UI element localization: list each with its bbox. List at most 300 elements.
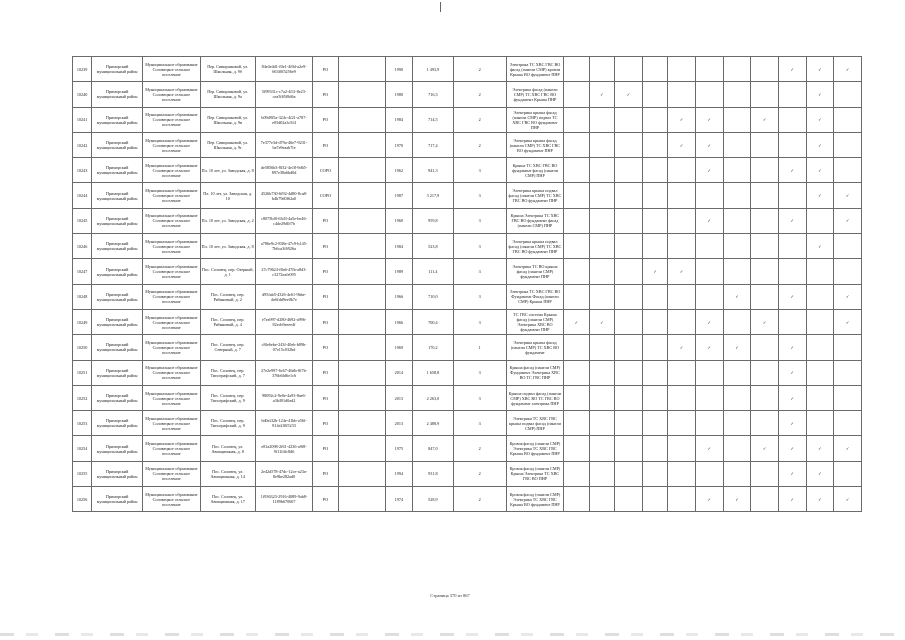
blank-cell (338, 259, 385, 284)
address-cell: Пер. Сивиршковой, ул. Школьная, д. 9а (200, 82, 255, 107)
empty-check-cell (778, 82, 806, 107)
empty-check-cell (615, 284, 643, 309)
empty-check-cell (751, 158, 779, 183)
type-cell: РО (313, 411, 339, 436)
empty-check-cell (778, 183, 806, 208)
checkmark-icon: ✓ (778, 208, 806, 233)
checkmark-icon: ✓ (778, 487, 806, 512)
guid-cell: de5856b3-8f32-4e18-9d65-897e38a6bd0d (255, 158, 312, 183)
settlement-cell: Муниципальное образование Соловецкое сельское поселение (143, 234, 200, 259)
guid-cell: b09d9f5a-324c-4f21-a787-e05d02a3c5f4 (255, 107, 312, 132)
row-id: 10241 (73, 107, 92, 132)
area-cell: 2 263,0 (413, 385, 453, 410)
empty-check-cell (564, 82, 590, 107)
type-cell: РО (313, 259, 339, 284)
checkmark-icon: ✓ (834, 436, 862, 461)
floors-cell: 3 (453, 158, 506, 183)
floors-cell: 3 (453, 208, 506, 233)
blank-cell (338, 82, 385, 107)
empty-check-cell (668, 284, 696, 309)
row-id: 10245 (73, 208, 92, 233)
checkmark-icon: ✓ (778, 360, 806, 385)
empty-check-cell (589, 132, 615, 157)
checkmark-icon: ✓ (806, 132, 834, 157)
empty-check-cell (834, 360, 862, 385)
empty-check-cell (668, 82, 696, 107)
empty-check-cell (564, 487, 590, 512)
table-row (73, 183, 862, 208)
defects-cell: Электрика крыша подвал фасад (панели СМР) ТС ХВС ГВС ВО фундамент ПНР (506, 234, 563, 259)
area-cell: 714,5 (413, 107, 453, 132)
empty-check-cell (751, 132, 779, 157)
empty-check-cell (751, 234, 779, 259)
row-id: 10249 (73, 309, 92, 334)
checkmark-icon: ✓ (695, 158, 723, 183)
type-cell: РО (313, 107, 339, 132)
empty-check-cell (668, 436, 696, 461)
floors-cell: 2 (453, 436, 506, 461)
empty-check-cell (589, 411, 615, 436)
checkmark-icon: ✓ (834, 208, 862, 233)
guid-cell: 2e42d578-47dc-12ce-a23a-8e9be282ad0 (255, 461, 312, 486)
checkmark-icon: ✓ (778, 158, 806, 183)
row-id: 10239 (73, 57, 92, 82)
empty-check-cell (806, 335, 834, 360)
empty-check-cell (723, 461, 751, 486)
district-cell: Приморский муниципальный район (92, 487, 143, 512)
type-cell: РО (313, 208, 339, 233)
empty-check-cell (806, 385, 834, 410)
empty-check-cell (695, 234, 723, 259)
guid-cell: 4526b730-6f92-4d80-8ca8-b4b79d0f62a0 (255, 183, 312, 208)
area-cell: 2 488,9 (413, 411, 453, 436)
checkmark-icon: ✓ (778, 461, 806, 486)
blank-cell (338, 284, 385, 309)
floors-cell: 2 (453, 461, 506, 486)
address-cell: Пос. Соловец, пер. Озерный, д. 1 (200, 259, 255, 284)
floors-cell: 3 (453, 234, 506, 259)
empty-check-cell (564, 461, 590, 486)
empty-check-cell (642, 461, 668, 486)
row-id: 10250 (73, 335, 92, 360)
empty-check-cell (668, 158, 696, 183)
checkmark-icon: ✓ (778, 411, 806, 436)
scan-edge-artifact (0, 633, 905, 636)
checkmark-icon: ✓ (751, 107, 779, 132)
table-row (73, 82, 862, 107)
empty-check-cell (751, 335, 779, 360)
settlement-cell: Муниципальное образование Соловецкое сельское поселение (143, 57, 200, 82)
address-cell: Пос. Соловец, ул. Авиационная, д. 17 (200, 487, 255, 512)
defects-cell: Кровля фасад (панели СМР) Крыша Электрика ТС ХВС ГВС ВО ПНР (506, 461, 563, 486)
address-cell: Пл. 10 лет, ул. Заводская, д. 8 (200, 158, 255, 183)
guid-cell: 6d0e2f2b-124e-41bb-a56f-814e2f0f5233 (255, 411, 312, 436)
checkmark-icon: ✓ (695, 107, 723, 132)
blank-cell (338, 208, 385, 233)
address-cell: Пос. Соловец, ул. Авиационная, д. 14 (200, 461, 255, 486)
year-cell: 1994 (385, 461, 413, 486)
defects-cell: Электрика крыша фасад (панели СМР) подвал ТС ХВС ГВС ВО фундамент ПНР (506, 107, 563, 132)
floors-cell: 3 (453, 385, 506, 410)
blank-cell (338, 436, 385, 461)
address-cell: Пос. Соловец, пер. Типографский, д. 9 (200, 385, 255, 410)
floors-cell: 3 (453, 309, 506, 334)
checkmark-icon: ✓ (834, 57, 862, 82)
checkmark-icon: ✓ (695, 309, 723, 334)
empty-check-cell (642, 411, 668, 436)
checkmark-icon: ✓ (778, 436, 806, 461)
empty-check-cell (642, 335, 668, 360)
empty-check-cell (723, 208, 751, 233)
defects-cell: ТС ГВС система Крыша фасад (панели СМР) Электрика ХВС ВО фундамент ПНР (506, 309, 563, 334)
address-cell: Пос. Соловец, ул. Авиационная, д. 8 (200, 436, 255, 461)
empty-check-cell (615, 461, 643, 486)
row-id: 10251 (73, 360, 92, 385)
floors-cell: 3 (453, 360, 506, 385)
year-cell: 1966 (385, 284, 413, 309)
row-id: 10247 (73, 259, 92, 284)
area-cell: 523,8 (413, 234, 453, 259)
area-cell: 931,8 (413, 461, 453, 486)
checkmark-icon: ✓ (723, 487, 751, 512)
empty-check-cell (751, 461, 779, 486)
address-cell: Пл. 10 лет, ул. Заводская, д. 8 (200, 234, 255, 259)
empty-check-cell (564, 183, 590, 208)
floors-cell: 2 (453, 82, 506, 107)
checkmark-icon: ✓ (806, 107, 834, 132)
type-cell: РО (313, 461, 339, 486)
empty-check-cell (589, 57, 615, 82)
defects-cell: Кровля фасад (панели СМР) Электрика ТС ХВС ГВС Крыша ВО фундамент ПНР (506, 436, 563, 461)
guid-cell: c8fe6ebe-243f-40eb-b89b-07e15c032bd (255, 335, 312, 360)
empty-check-cell (834, 335, 862, 360)
defects-cell: Крыша ТС ХВС ГВС ВО фундамент фасад (панели СМР) ПНР (506, 158, 563, 183)
binding-mark (440, 2, 441, 12)
type-cell: РО (313, 385, 339, 410)
settlement-cell: Муниципальное образование Соловецкое сельское поселение (143, 107, 200, 132)
settlement-cell: Муниципальное образование Соловецкое сельское поселение (143, 183, 200, 208)
blank-cell (338, 487, 385, 512)
row-id: 10255 (73, 461, 92, 486)
guid-cell: a786e9c2-838e-47c9-b145-7b6ca3f6926a (255, 234, 312, 259)
checkmark-icon: ✓ (806, 436, 834, 461)
empty-check-cell (834, 461, 862, 486)
year-cell: 2013 (385, 411, 413, 436)
checkmark-icon: ✓ (806, 158, 834, 183)
year-cell: 1960 (385, 208, 413, 233)
empty-check-cell (668, 461, 696, 486)
empty-check-cell (615, 436, 643, 461)
table-row (73, 385, 862, 410)
empty-check-cell (695, 183, 723, 208)
empty-check-cell (806, 259, 834, 284)
empty-check-cell (564, 107, 590, 132)
district-cell: Приморский муниципальный район (92, 259, 143, 284)
guid-cell: d95fab5-4326-4e61-9bbe-de6fdd9ee0b7e (255, 284, 312, 309)
empty-check-cell (589, 158, 615, 183)
settlement-cell: Муниципальное образование Соловецкое сельское поселение (143, 436, 200, 461)
blank-cell (338, 461, 385, 486)
guid-cell: 98092c2-9e0e-4a93-8ae6-a3b491d0ad2 (255, 385, 312, 410)
defects-cell: Кровля фасад (панели СМР) Электрика ТС ХВС ГВС Крыша ВО фундамент ПНР (506, 487, 563, 512)
area-cell: 959,8 (413, 208, 453, 233)
empty-check-cell (615, 259, 643, 284)
empty-check-cell (615, 208, 643, 233)
empty-check-cell (695, 461, 723, 486)
address-cell: Пос. Соловец, пер. Рябиновый, д. 2 (200, 284, 255, 309)
guid-cell: e81a2098-2f61-4236-a9f8-9f11f4fc8d6 (255, 436, 312, 461)
empty-check-cell (834, 107, 862, 132)
checkmark-icon: ✓ (806, 57, 834, 82)
checkmark-icon: ✓ (615, 82, 643, 107)
empty-check-cell (589, 335, 615, 360)
defects-cell: Крыша подвал фасад (панели СМР) ХВС ВО ТС ГВС ВО фундамент электрика ПНР (506, 385, 563, 410)
guid-cell: 27e2e997-6c67-46db-8f7b-376b6fd6e1c6 (255, 360, 312, 385)
defects-cell: Электрика крыша фасад (панели СМР) ТС ХВС ГВС ВО фундамент ПНР (506, 132, 563, 157)
empty-check-cell (834, 259, 862, 284)
empty-check-cell (642, 385, 668, 410)
empty-check-cell (668, 57, 696, 82)
empty-check-cell (615, 234, 643, 259)
district-cell: Приморский муниципальный район (92, 234, 143, 259)
empty-check-cell (778, 309, 806, 334)
table-row (73, 259, 862, 284)
area-cell: 700,4 (413, 309, 453, 334)
checkmark-icon: ✓ (751, 436, 779, 461)
defects-cell: Электрика ТС ХВС ГВС крыша подвал фасад (панели СМР) ПНР (506, 411, 563, 436)
floors-cell: 1 (453, 335, 506, 360)
empty-check-cell (723, 436, 751, 461)
blank-cell (338, 385, 385, 410)
year-cell: 1969 (385, 335, 413, 360)
type-cell: РО (313, 360, 339, 385)
settlement-cell: Муниципальное образование Соловецкое сельское поселение (143, 259, 200, 284)
empty-check-cell (589, 208, 615, 233)
checkmark-icon: ✓ (668, 107, 696, 132)
address-cell: Пер. Сивиршковой, ул. Школьная, д. 9в (200, 107, 255, 132)
type-cell: РО (313, 309, 339, 334)
empty-check-cell (751, 487, 779, 512)
empty-check-cell (615, 158, 643, 183)
empty-check-cell (642, 57, 668, 82)
empty-check-cell (642, 284, 668, 309)
empty-check-cell (564, 57, 590, 82)
empty-check-cell (723, 360, 751, 385)
blank-cell (338, 234, 385, 259)
empty-check-cell (834, 411, 862, 436)
area-cell: 941,3 (413, 158, 453, 183)
empty-check-cell (615, 57, 643, 82)
type-cell: РО (313, 234, 339, 259)
empty-check-cell (615, 107, 643, 132)
area-cell: 716,3 (413, 82, 453, 107)
year-cell: 1990 (385, 57, 413, 82)
checkmark-icon: ✓ (834, 487, 862, 512)
settlement-cell: Муниципальное образование Соловецкое сельское поселение (143, 208, 200, 233)
empty-check-cell (642, 107, 668, 132)
empty-check-cell (564, 132, 590, 157)
table-row (73, 487, 862, 512)
row-id: 10240 (73, 82, 92, 107)
empty-check-cell (589, 183, 615, 208)
checkmark-icon: ✓ (778, 385, 806, 410)
settlement-cell: Муниципальное образование Соловецкое сельское поселение (143, 335, 200, 360)
blank-cell (338, 57, 385, 82)
defects-cell: Электрика ТС ВО крыша фасад (панели СМР) фундамент ПНР (506, 259, 563, 284)
empty-check-cell (615, 487, 643, 512)
address-cell: Пер. Сивиршковой, ул. Школьная, д. 9г (200, 132, 255, 157)
empty-check-cell (564, 234, 590, 259)
type-cell: РО (313, 284, 339, 309)
table-row (73, 57, 862, 82)
empty-check-cell (723, 132, 751, 157)
guid-cell: 5f99331c-c7a2-4f1f-8e23-cea5f65f8d6a (255, 82, 312, 107)
row-id: 10246 (73, 234, 92, 259)
area-cell: 847,0 (413, 436, 453, 461)
row-id: 10244 (73, 183, 92, 208)
settlement-cell: Муниципальное образование Соловецкое сельское поселение (143, 461, 200, 486)
area-cell: 528,9 (413, 487, 453, 512)
district-cell: Приморский муниципальный район (92, 284, 143, 309)
empty-check-cell (668, 234, 696, 259)
year-cell: 1974 (385, 487, 413, 512)
settlement-cell: Муниципальное образование Соловецкое сельское поселение (143, 385, 200, 410)
empty-check-cell (589, 461, 615, 486)
area-cell: 717,4 (413, 132, 453, 157)
defects-cell: Электрика крыша подвал фасад (панели СМР) ТС ХВС ГВС ВО фундамент ПНР (506, 183, 563, 208)
address-cell: Пл. 10 лет, ул. Заводская, д. 10 (200, 183, 255, 208)
row-id: 10252 (73, 385, 92, 410)
district-cell: Приморский муниципальный район (92, 461, 143, 486)
settlement-cell: Муниципальное образование Соловецкое сельское поселение (143, 158, 200, 183)
area-cell: 111,4 (413, 259, 453, 284)
type-cell: СОРО (313, 183, 339, 208)
checkmark-icon: ✓ (806, 183, 834, 208)
empty-check-cell (723, 385, 751, 410)
settlement-cell: Муниципальное образование Соловецкое сельское поселение (143, 309, 200, 334)
checkmark-icon: ✓ (806, 82, 834, 107)
empty-check-cell (751, 208, 779, 233)
type-cell: РО (313, 132, 339, 157)
empty-check-cell (642, 208, 668, 233)
empty-check-cell (668, 309, 696, 334)
empty-check-cell (695, 259, 723, 284)
area-cell: 1 493,9 (413, 57, 453, 82)
empty-check-cell (723, 309, 751, 334)
empty-check-cell (751, 284, 779, 309)
table-row (73, 132, 862, 157)
empty-check-cell (668, 183, 696, 208)
checkmark-icon: ✓ (668, 132, 696, 157)
empty-check-cell (668, 208, 696, 233)
type-cell: РО (313, 335, 339, 360)
empty-check-cell (642, 132, 668, 157)
checkmark-icon: ✓ (695, 487, 723, 512)
empty-check-cell (695, 57, 723, 82)
checkmark-icon: ✓ (695, 132, 723, 157)
empty-check-cell (723, 158, 751, 183)
floors-cell: 3 (453, 183, 506, 208)
defects-cell: Крыша фасад (панели СМР) Фундамент Электрика ХВС ВО ТС ГВС ПНР (506, 360, 563, 385)
empty-check-cell (806, 411, 834, 436)
empty-check-cell (723, 57, 751, 82)
empty-check-cell (564, 208, 590, 233)
empty-check-cell (589, 385, 615, 410)
defects-cell: Электрика ТС ХВС ГВС ВО Фундамент Фасад (панели СМР) Крыша ПНР (506, 284, 563, 309)
table-row (73, 107, 862, 132)
settlement-cell: Муниципальное образование Соловецкое сельское поселение (143, 284, 200, 309)
empty-check-cell (778, 132, 806, 157)
checkmark-icon: ✓ (806, 487, 834, 512)
table-row (73, 436, 862, 461)
blank-cell (338, 360, 385, 385)
checkmark-icon: ✓ (668, 335, 696, 360)
guid-cell: c8075bf0-63d3-4a5e-be46-c4de29d0f7b (255, 208, 312, 233)
empty-check-cell (564, 360, 590, 385)
address-cell: Пос. Соловец, пер. Северный, д. 7 (200, 335, 255, 360)
table-row (73, 208, 862, 233)
empty-check-cell (642, 309, 668, 334)
empty-check-cell (723, 259, 751, 284)
empty-check-cell (589, 234, 615, 259)
district-cell: Приморский муниципальный район (92, 183, 143, 208)
type-cell: РО (313, 436, 339, 461)
empty-check-cell (615, 309, 643, 334)
table-row (73, 158, 862, 183)
district-cell: Приморский муниципальный район (92, 335, 143, 360)
empty-check-cell (695, 284, 723, 309)
empty-check-cell (589, 487, 615, 512)
area-cell: 170,2 (413, 335, 453, 360)
empty-check-cell (642, 487, 668, 512)
empty-check-cell (695, 385, 723, 410)
empty-check-cell (723, 411, 751, 436)
settlement-cell: Муниципальное образование Соловецкое сельское поселение (143, 360, 200, 385)
empty-check-cell (723, 107, 751, 132)
table-row (73, 309, 862, 334)
defects-cell: Электрика фасад (панели СМР) ТС ХВС ГВС ВО фундамент Крыша ПНР (506, 82, 563, 107)
checkmark-icon: ✓ (806, 461, 834, 486)
empty-check-cell (834, 82, 862, 107)
registry-body (73, 57, 862, 512)
empty-check-cell (778, 234, 806, 259)
row-id: 10254 (73, 436, 92, 461)
checkmark-icon: ✓ (834, 284, 862, 309)
area-cell: 710,0 (413, 284, 453, 309)
address-cell: Пос. Соловец, пер. Типографский, д. 9 (200, 411, 255, 436)
address-cell: Пл. 10 лет, ул. Заводская, д. 2 (200, 208, 255, 233)
floors-cell: 2 (453, 487, 506, 512)
empty-check-cell (668, 385, 696, 410)
empty-check-cell (751, 183, 779, 208)
empty-check-cell (806, 284, 834, 309)
floors-cell: 2 (453, 57, 506, 82)
district-cell: Приморский муниципальный район (92, 411, 143, 436)
district-cell: Приморский муниципальный район (92, 158, 143, 183)
empty-check-cell (615, 411, 643, 436)
type-cell: РО (313, 57, 339, 82)
year-cell: 1980 (385, 82, 413, 107)
address-cell: Пос. Соловец, пер. Типографский, д. 7 (200, 360, 255, 385)
year-cell: 1970 (385, 132, 413, 157)
area-cell: 3 217,9 (413, 183, 453, 208)
empty-check-cell (751, 57, 779, 82)
empty-check-cell (642, 436, 668, 461)
address-cell: Пер. Сивиршковой, ул. Школьная, д. 9б (200, 57, 255, 82)
type-cell: СОРО (313, 158, 339, 183)
settlement-cell: Муниципальное образование Соловецкое сельское поселение (143, 411, 200, 436)
registry-table (72, 56, 862, 512)
